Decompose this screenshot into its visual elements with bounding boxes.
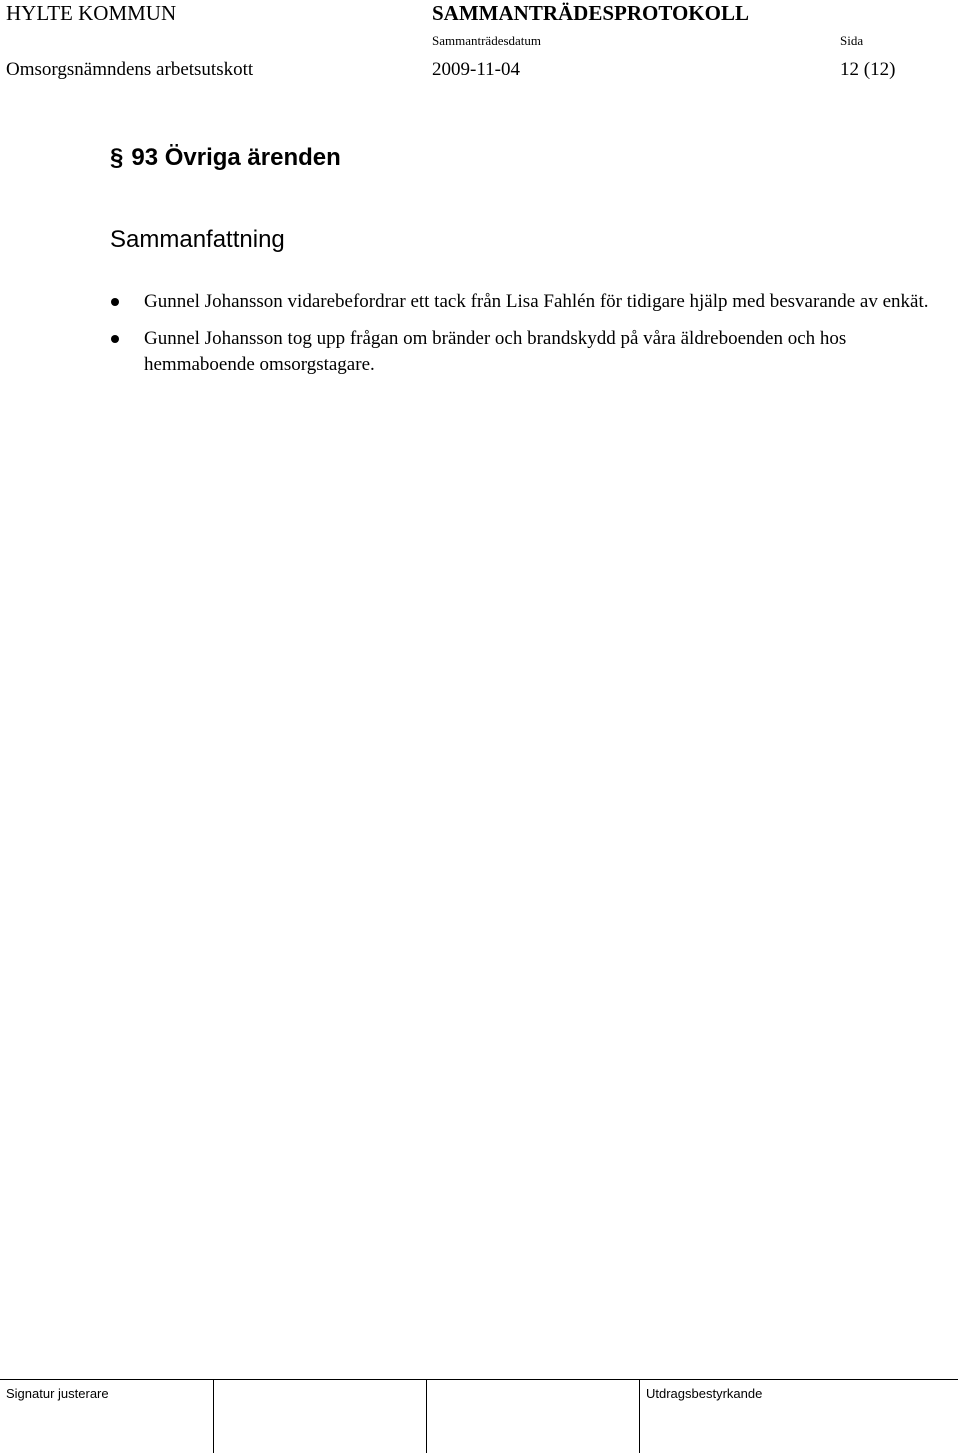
meeting-date: 2009-11-04	[432, 59, 520, 80]
list-item	[144, 326, 934, 378]
summary-heading: Sammanfattning	[110, 226, 285, 253]
paragraph-symbol: §	[110, 144, 124, 171]
page-label: Sida	[840, 33, 864, 48]
list-item-text: Gunnel Johansson vidarebefordrar ett tack från Lisa Fahlén för tidigare hjälp med besvarande av enkät.	[144, 291, 929, 312]
extract-cell	[639, 1380, 958, 1453]
page-number: 12 (12)	[840, 59, 896, 80]
section-title: 93 Övriga ärenden	[131, 144, 341, 171]
section-heading	[110, 144, 341, 172]
signature-box	[213, 1380, 426, 1453]
organization-name: HYLTE KOMMUN	[6, 1, 177, 25]
signature-footer	[0, 1379, 958, 1453]
date-label: Sammanträdesdatum	[432, 33, 542, 48]
bullet-icon	[111, 298, 119, 306]
document-type: SAMMANTRÄDESPROTOKOLL	[432, 1, 749, 25]
list-item-text: Gunnel Johansson tog upp frågan om bränder och brandskydd på våra äldreboenden och hos hemmaboende omsorgstagare.	[144, 328, 847, 375]
summary-list	[144, 289, 934, 389]
list-item	[144, 289, 934, 315]
signature-label: Signatur justerare	[6, 1386, 109, 1401]
extract-label: Utdragsbestyrkande	[646, 1386, 763, 1401]
bullet-icon	[111, 335, 119, 343]
signature-cell	[0, 1380, 213, 1453]
signature-box	[426, 1380, 639, 1453]
committee-name: Omsorgsnämndens arbetsutskott	[6, 59, 254, 80]
